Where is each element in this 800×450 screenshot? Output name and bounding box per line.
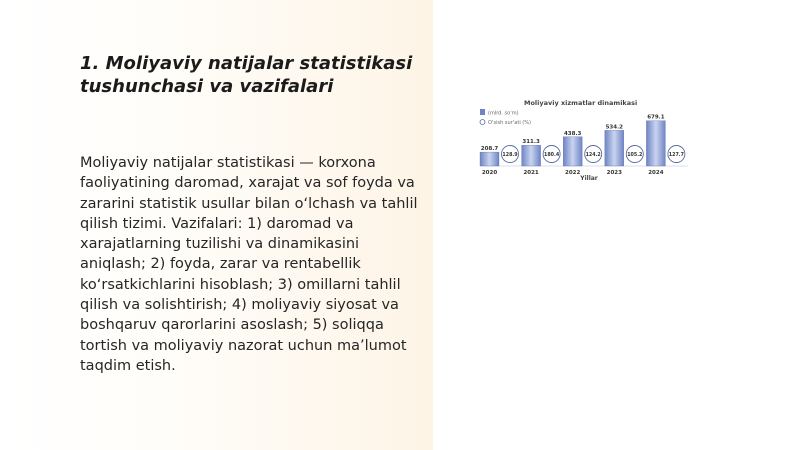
x-tick-label: 2020 xyxy=(481,170,498,176)
bar-value-label: 438.3 xyxy=(563,130,582,137)
x-tick-label: 2023 xyxy=(606,170,622,176)
growth-label: 124.2 xyxy=(585,152,601,158)
chart-bar xyxy=(605,130,624,166)
x-tick-label: 2024 xyxy=(648,170,664,176)
right-panel xyxy=(433,0,800,450)
bar-value-label: 679.1 xyxy=(647,114,665,121)
growth-label: 128.9 xyxy=(502,152,518,158)
legend-growth-label: O‘sish sur’ati (%) xyxy=(488,120,531,126)
slide-body-text: Moliyaviy natijalar statistikasi — korxona faoliyatining daromad, xarajat va sof foyda va zararini statistik usullar bilan o‘lchash va tahlil qilish tizimi. Vazifalari: 1) daromad va xarajatlarning tuzilishi va dinamikasini aniqlash; 2) foyda, zarar va rentabellik ko‘rsatkichlarini hisoblash; 3) omillarni tahlil qilish va solishtirish; 4) moliyaviy siyosat va boshqaruv qarorlarini asoslash; 5) soliqqa tortish va moliyaviy nazorat uchun ma’lumot taqdim etish. xyxy=(80,155,418,374)
growth-label: 105.2 xyxy=(627,152,643,158)
growth-label: 127.7 xyxy=(668,152,684,158)
chart-svg xyxy=(474,96,704,182)
bar-value-label: 311.3 xyxy=(522,139,540,146)
financial-chart xyxy=(474,96,704,182)
growth-label: 180.4 xyxy=(544,152,560,158)
bar-value-label: 208.7 xyxy=(480,146,499,153)
chart-title: Moliyaviy xizmatlar dinamikasi xyxy=(524,99,638,107)
slide-title: 1. Moliyaviy natijalar statistikasi tushunchasi va vazifalari xyxy=(80,53,413,97)
chart-bar xyxy=(522,145,541,166)
x-axis-label: Yillar xyxy=(580,175,598,182)
legend-growth-swatch xyxy=(480,120,485,125)
chart-bar xyxy=(646,121,665,166)
legend-bar-swatch xyxy=(480,109,485,115)
x-tick-label: 2021 xyxy=(523,170,539,176)
chart-bar xyxy=(563,137,582,166)
legend-bar-label: (mlrd. so‘m) xyxy=(488,110,519,117)
bar-value-label: 534.2 xyxy=(605,124,624,131)
x-tick-label: 2022 xyxy=(565,170,581,176)
chart-bar xyxy=(480,152,499,166)
